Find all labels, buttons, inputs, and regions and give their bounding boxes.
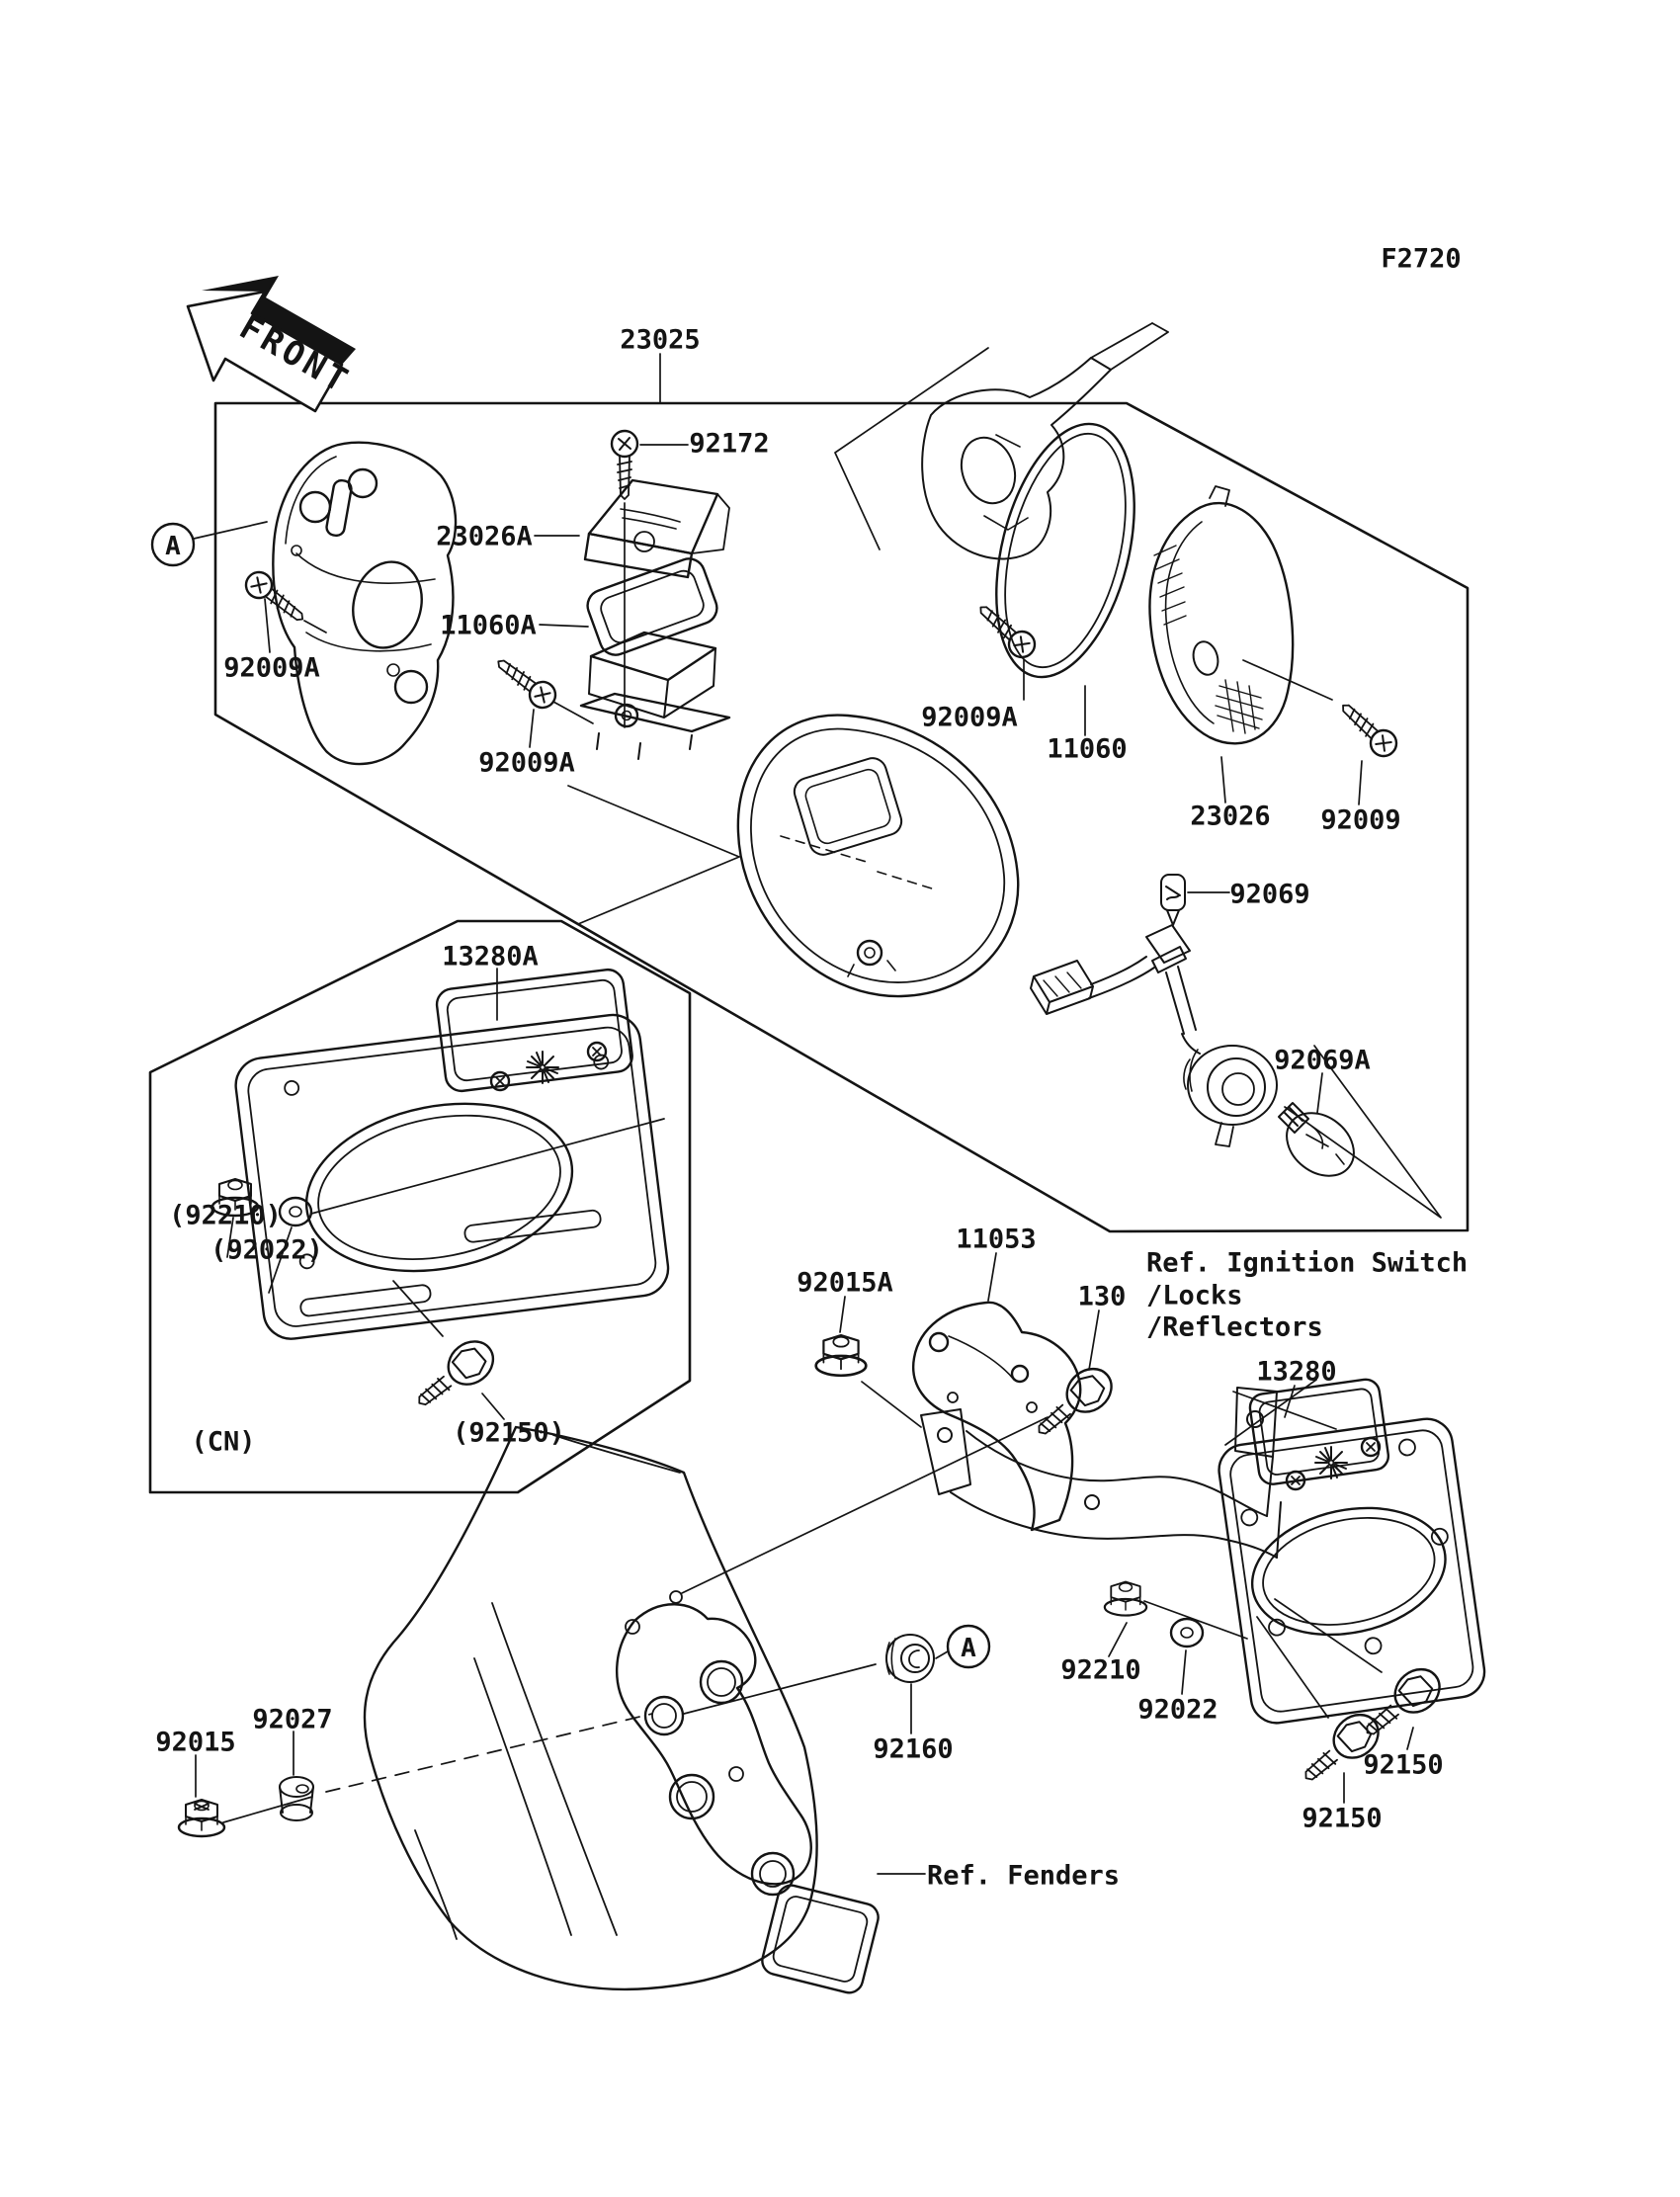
- part-license-lamp-gasket: [583, 554, 721, 659]
- part-label-92022: 92022: [1137, 1694, 1218, 1726]
- ref-reflectors: /Reflectors: [1146, 1311, 1323, 1343]
- part-license-plate-bracket-13280a: [227, 967, 671, 1342]
- assembly-group-box-23025: [215, 403, 1468, 1231]
- lens-hatching: [1154, 546, 1263, 733]
- ref-ignition-switch: Ref. Ignition Switch: [1146, 1247, 1469, 1279]
- part-gasket-ring: [972, 409, 1158, 691]
- fender-plate-pad: [759, 1883, 881, 1995]
- part-label-92015a: 92015A: [797, 1267, 893, 1299]
- part-label-92009a-1: 92009A: [223, 652, 320, 684]
- part-socket-harness: [1031, 925, 1277, 1146]
- part-label-92069a: 92069A: [1274, 1045, 1371, 1076]
- fender-mount-bracket: [617, 1591, 811, 1895]
- part-license-plate-bracket-13280: [1210, 1369, 1488, 1727]
- part-fender: [365, 1427, 882, 1995]
- part-bulb-92069a: [1275, 1100, 1367, 1189]
- part-label-23026: 23026: [1190, 801, 1271, 832]
- detail-marker-a-top: A: [165, 532, 181, 561]
- part-license-lamp-housing: [581, 633, 729, 759]
- part-label-11053: 11053: [956, 1224, 1037, 1255]
- part-label-23026a: 23026A: [436, 521, 533, 552]
- part-tail-lamp-bracket: [273, 443, 456, 764]
- part-label-11060a: 11060A: [440, 610, 537, 641]
- part-label-92150-1: 92150: [1363, 1749, 1444, 1781]
- part-label-92009: 92009: [1320, 804, 1401, 836]
- part-label-23025: 23025: [620, 324, 701, 356]
- part-label-92172: 92172: [689, 428, 770, 460]
- part-label-13280a: 13280A: [442, 941, 539, 972]
- part-label-92150-cn: (92150): [453, 1417, 565, 1449]
- part-label-92015: 92015: [155, 1727, 236, 1758]
- front-arrow: [188, 276, 357, 411]
- front-arrow-label: FRONT: [232, 307, 358, 402]
- part-bulb-92069: [1161, 875, 1185, 925]
- detail-marker-a-bottom: A: [961, 1634, 976, 1663]
- part-label-92022-cn: (92022): [210, 1234, 323, 1266]
- part-label-13280: 13280: [1256, 1356, 1337, 1388]
- part-turn-signal-lens: [1149, 486, 1293, 743]
- part-label-92027: 92027: [252, 1704, 333, 1735]
- nut-92015: [179, 1800, 224, 1836]
- part-label-92069: 92069: [1229, 879, 1310, 910]
- ref-locks: /Locks: [1146, 1280, 1243, 1311]
- part-label-11060: 11060: [1047, 733, 1128, 765]
- ref-fenders: Ref. Fenders: [927, 1860, 1121, 1892]
- part-turn-signal-bracket: [922, 323, 1168, 558]
- part-license-lamp-cover: [585, 480, 729, 577]
- part-tail-lamp: [738, 716, 1018, 997]
- market-note-cn: (CN): [191, 1426, 256, 1458]
- figure-code: F2720: [1381, 243, 1462, 275]
- part-label-92160: 92160: [873, 1733, 954, 1765]
- grommet-92160: [886, 1635, 934, 1682]
- part-label-92210: 92210: [1060, 1654, 1141, 1686]
- fasteners: [179, 428, 1448, 1836]
- part-label-92009a-3: 92009A: [921, 702, 1018, 733]
- part-label-92009a-2: 92009A: [478, 747, 575, 779]
- part-label-92150-2: 92150: [1302, 1803, 1383, 1834]
- part-label-130: 130: [1077, 1281, 1127, 1312]
- part-label-92210-cn: (92210): [169, 1200, 282, 1231]
